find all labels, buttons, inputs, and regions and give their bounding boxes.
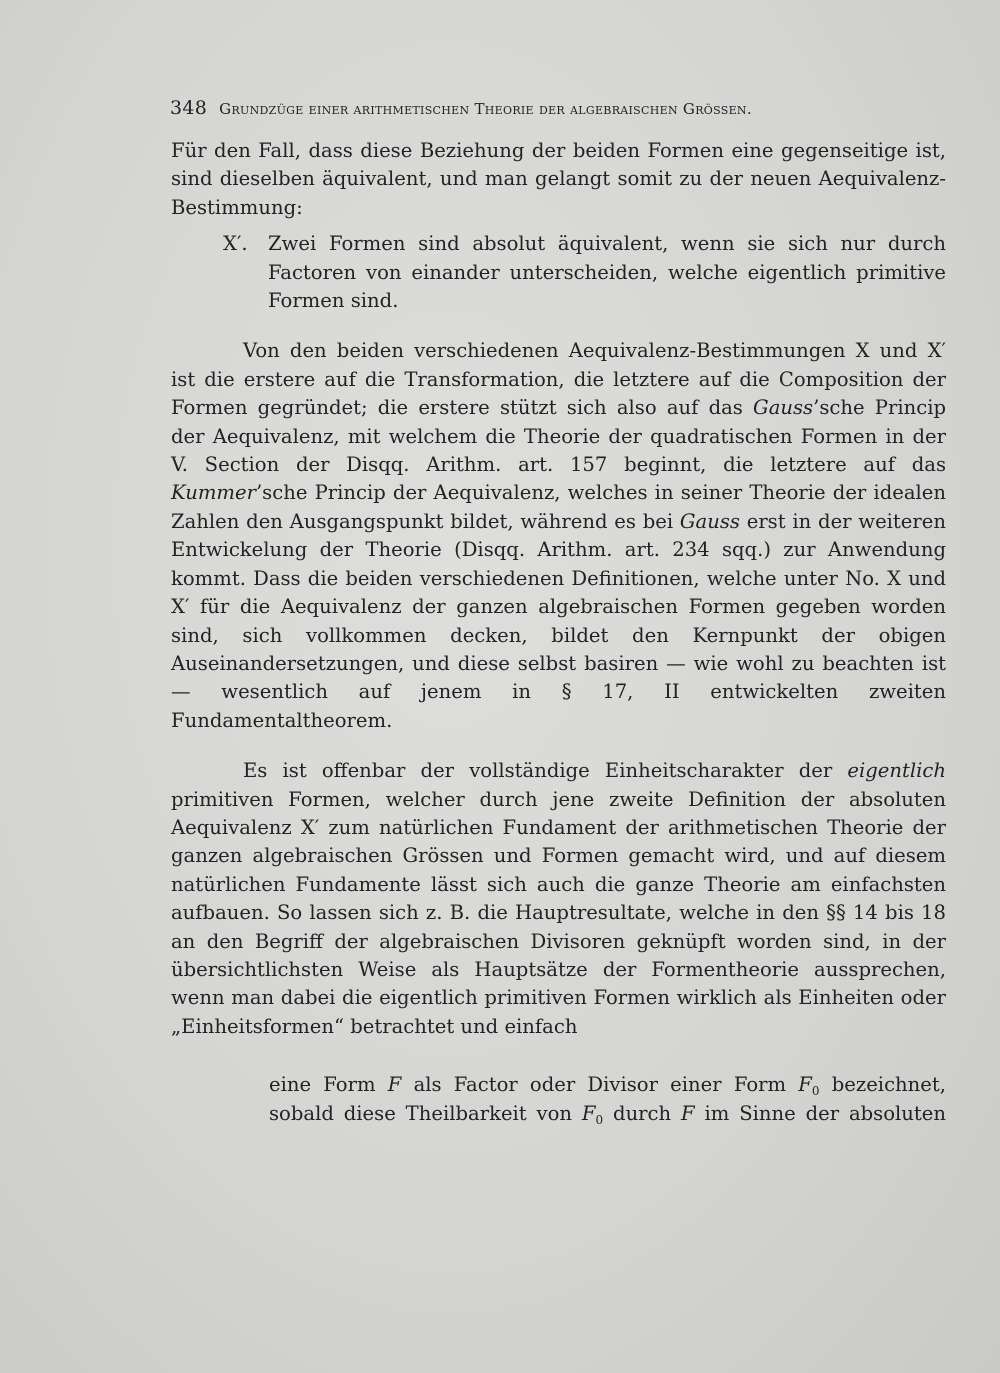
p4-form-F-2: F: [681, 1101, 695, 1125]
p4-text-a: eine Form: [269, 1073, 388, 1097]
paragraph-2: [171, 337, 946, 735]
p4-subscript-0-2: 0: [595, 1112, 604, 1127]
running-header: [170, 97, 900, 119]
definition-text: Zwei Formen sind absolut äquivalent, wenn sie sich nur durch Factoren von einander unterscheiden, welche eigentlich primitive Formen sind.: [268, 232, 946, 313]
p4-text-c: bezeichnet, sobald diese Theilbarkeit von: [269, 1073, 946, 1125]
page-number: 348: [170, 97, 208, 119]
p4-text-d: durch: [603, 1101, 682, 1125]
p4-text-e: im Sinne der absoluten: [694, 1101, 947, 1125]
paragraph-3: [171, 757, 946, 1041]
p3-eigentlich-italic: eigentlich: [847, 759, 946, 783]
running-title: Grundzüge einer arithmetischen Theorie der algebraischen Grössen.: [219, 100, 752, 118]
p2-text-a: Von den beiden verschiedenen Aequivalenz-Bestimmungen X und X′ ist die erstere auf die Transformation, die letztere auf die Composition der Formen gegründet; die erstere stützt sich also auf das: [171, 339, 946, 420]
p4-form-F0: F: [798, 1073, 812, 1097]
p2-text-c: ’sche Princip der Aequivalenz, welches in seiner Theorie der idealen Zahlen den Ausgangspunkt bildet, während es bei: [171, 481, 946, 533]
p2-text-b: ’sche Princip der Aequivalenz, mit welchem die Theorie der quadratischen Formen in der V. Section der Disqq. Arithm. art. 157 beginnt, die letztere auf das: [171, 396, 946, 477]
definition-label: X′.: [223, 232, 248, 256]
p4-subscript-0: 0: [811, 1084, 820, 1099]
p3-text-a: Es ist offenbar der vollständige Einheitscharakter der: [243, 759, 848, 783]
p4-text-b: als Factor oder Divisor einer Form: [401, 1073, 799, 1097]
definition-x-prime: [171, 230, 946, 315]
p2-gauss-italic: Gauss: [753, 396, 814, 420]
p2-gauss-italic-2: Gauss: [679, 509, 740, 533]
p4-form-F: F: [387, 1073, 402, 1097]
p4-form-F0-2: F: [581, 1101, 596, 1125]
p2-kummer-italic: Kummer: [171, 481, 256, 505]
paragraph-1: Für den Fall, dass diese Beziehung der beiden Formen eine gegenseitige ist, sind dieselben äquivalent, und man gelangt somit zu der neuen Aequivalenz-Bestimmung:: [171, 139, 946, 219]
p2-text-d: erst in der weiteren Entwickelung der Theorie (Disqq. Arithm. art. 234 sqq.) zur Anwendung kommt. Dass die beiden verschiedenen Definitionen, welche unter No. X und X′ für die Aequivalenz der ganzen algebraischen Formen gegeben worden sind, sich vollkommen decken, bildet den Kernpunkt der obigen Auseinandersetzungen, und diese selbst basiren — wie wohl zu beachten ist — wesentlich auf jenem in § 17, II entwickelten zweiten Fundamentaltheorem.: [171, 509, 946, 732]
paragraph-4: [171, 1071, 946, 1128]
p3-text-b: primitiven Formen, welcher durch jene zweite Definition der absoluten Aequivalenz X′ zum natürlichen Fundament der arithmetischen Theorie der ganzen algebraischen Grössen und Formen gemacht wird, und auf diesem natürlichen Fundamente lässt sich auch die ganze Theorie am einfachsten aufbauen. So lassen sich z. B. die Hauptresultate, welche in den §§ 14 bis 18 an den Begriff der algebraischen Divisoren geknüpft worden sind, in der übersichtlichsten Weise als Hauptsätze der Formentheorie aussprechen, wenn man dabei die eigentlich primitiven Formen wirklich als Einheiten oder „Einheitsformen“ betrachtet und einfach: [171, 787, 946, 1038]
body-text: [171, 137, 946, 1128]
